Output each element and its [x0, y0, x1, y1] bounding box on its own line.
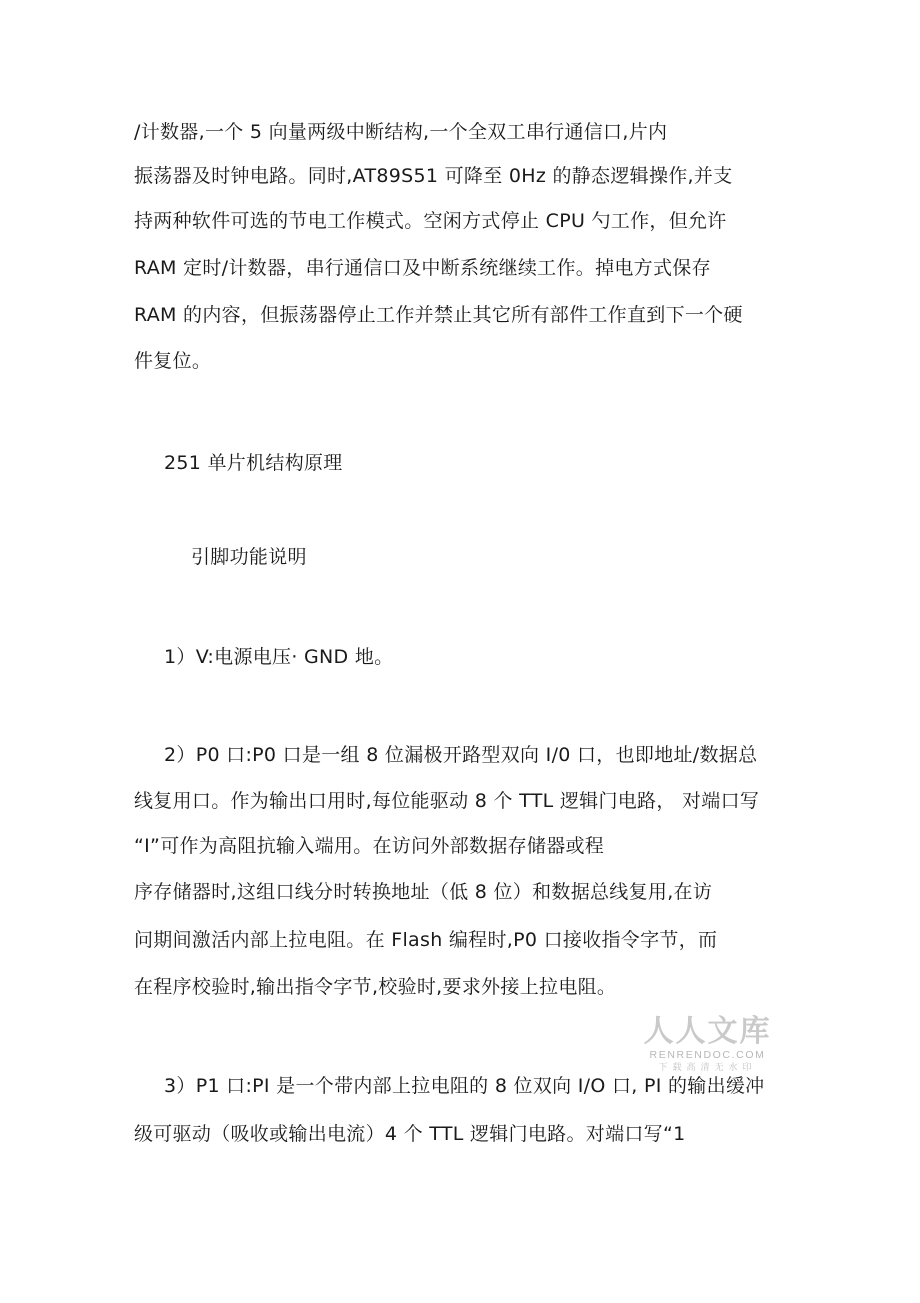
subsection-heading: 引脚功能说明 — [191, 546, 307, 568]
paragraph-line: 振荡器及时钟电路。同时,AT89S51 可降至 0Hz 的静态逻辑操作,并支 — [134, 165, 733, 187]
paragraph-line: 1）V:电源电压· GND 地。 — [164, 646, 394, 668]
paragraph-line: 在程序校验时,输出指令字节,校验时,要求外接上拉电阻。 — [134, 976, 617, 998]
watermark-domain: RENRENDOC.COM — [649, 1049, 766, 1061]
paragraph-line: RAM 定时/计数器，串行通信口及中断系统继续工作。掉电方式保存 — [134, 257, 711, 279]
paragraph-line: 线复用口。作为输出口用时,每位能驱动 8 个 TTL 逻辑门电路， 对端口写 — [134, 790, 760, 812]
section-heading: 251 单片机结构原理 — [164, 452, 343, 474]
watermark-logo — [640, 1015, 775, 1074]
paragraph-line: /计数器,一个 5 向量两级中断结构,一个全双工串行通信口,片内 — [134, 121, 668, 143]
paragraph-line: 3）P1 口:PI 是一个带内部上拉电阻的 8 位双向 I/O 口, PI 的输出缓冲 — [164, 1075, 765, 1097]
paragraph-line: “I”可作为高阻抗输入端用。在访问外部数据存储器或程 — [134, 835, 605, 857]
watermark-subtitle: 下载高清无水印 — [658, 1063, 757, 1073]
paragraph-line: 2）P0 口:P0 口是一组 8 位漏极开路型双向 I/0 口，也即地址/数据总 — [164, 744, 758, 766]
paragraph-line: 序存储器时,这组口线分时转换地址（低 8 位）和数据总线复用,在访 — [134, 881, 713, 903]
paragraph-line: 级可驱动（吸收或输出电流）4 个 TTL 逻辑门电路。对端口写“1 — [134, 1123, 686, 1145]
paragraph-line: 件复位。 — [134, 350, 212, 372]
paragraph-line: 问期间激活内部上拉电阻。在 Flash 编程时,P0 口接收指令字节，而 — [134, 929, 718, 951]
paragraph-line: RAM 的内容，但振荡器停止工作并禁止其它所有部件工作直到下一个硬 — [134, 304, 743, 326]
watermark-title: 人人文库 — [643, 1014, 772, 1049]
paragraph-line: 持两种软件可选的节电工作模式。空闲方式停止 CPU 勺工作，但允许 — [134, 210, 727, 232]
